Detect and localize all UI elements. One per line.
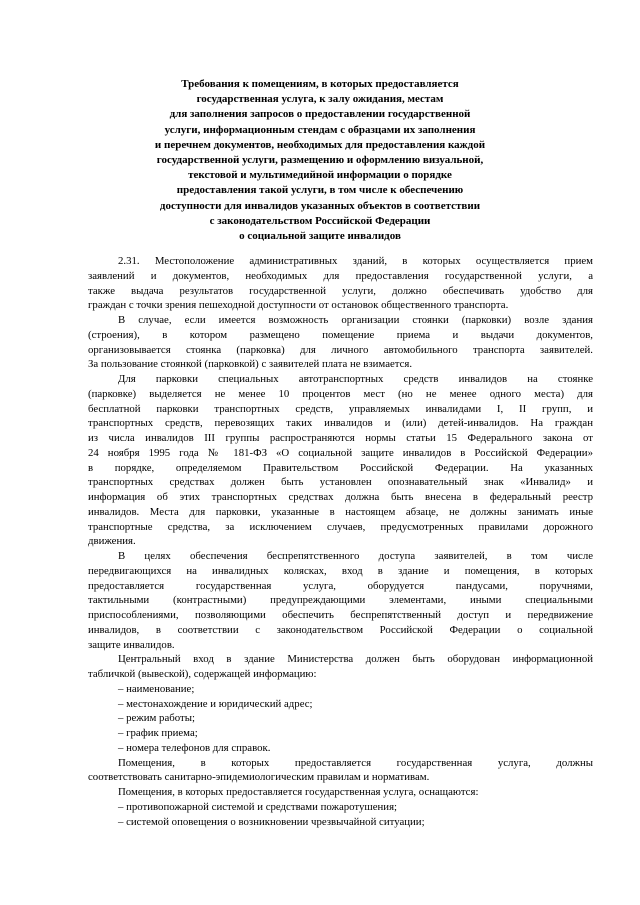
body-line: в порядке, определяемом Правительством Российской Федерации. На указанных (88, 461, 593, 474)
heading-line: Требования к помещениям, в которых предоставляется (181, 78, 459, 90)
body-line: В случае, если имеется возможность организации стоянки (парковки) возле здания (118, 314, 593, 326)
body-line: движения. (88, 535, 136, 548)
list-item: – номера телефонов для справок. (118, 741, 271, 754)
body-line: В целях обеспечения беспрепятственного доступа заявителей, в том числе (118, 550, 593, 562)
list-item: – местонахождение и юридический адрес; (118, 697, 313, 710)
list-item: – противопожарной системой и средствами пожаротушения; (118, 800, 398, 813)
body-line: из числа инвалидов III группы распространяются нормы статьи 15 Федерального закона от (88, 432, 593, 444)
list-item: – наименование; (118, 682, 195, 695)
heading-line: доступности для инвалидов указанных объектов в соответствии (159, 199, 481, 212)
body-line: Для парковки специальных автотранспортных средств инвалидов на стоянке (118, 373, 593, 385)
list-item: – режим работы; (118, 712, 195, 725)
body-line: заявлений и документов, необходимых для предоставления государственной услуги, а (88, 269, 593, 282)
heading-line: государственная услуга, к залу ожидания, местам (196, 93, 444, 106)
heading-line: о социальной защите инвалидов (239, 230, 401, 243)
body-line: Помещения, в которых предоставляется государственная услуга, оснащаются: (118, 786, 479, 798)
body-text (88, 254, 593, 829)
body-line: информация об этих транспортных средствах должна быть внесена в федеральный реестр (88, 491, 593, 503)
body-line: За пользование стоянкой (парковкой) с заявителей плата не взимается. (88, 358, 413, 371)
heading-line: услуги, информационным стендам с образцами их заполнения (164, 123, 476, 136)
body-line: бесплатной парковки транспортных средств, управляемых инвалидами I, II групп, и (88, 402, 593, 415)
body-line: организовывается стоянка (парковка) для личного автомобильного транспорта заявителей. (88, 343, 593, 356)
heading-line: для заполнения запросов о предоставлении государственной (169, 108, 471, 121)
body-line: защите инвалидов. (88, 638, 175, 651)
list-item: – график приема; (118, 727, 198, 739)
body-line: инвалидов. Места для парковки, указанные в настоящем абзаце, не должны занимать иные (88, 505, 593, 518)
heading-line: с законодательством Российской Федерации (209, 214, 431, 227)
heading-line: текстовой и мультимедийной информации о порядке (188, 169, 452, 182)
body-line: приспособлениями, позволяющими обеспечить беспрепятственный доступ и передвижение (88, 609, 593, 621)
body-line: транспортных средствах должен быть установлен опознавательный знак «Инвалид» и (88, 476, 593, 489)
body-line: также выдача результатов государственной услуги, должно обеспечивать удобство для (88, 284, 593, 297)
body-line: инвалидов, в соответствии с законодательством Российской Федерации о социальной (88, 623, 593, 636)
heading-line: предоставления такой услуги, в том числе к обеспечению (176, 184, 464, 197)
body-line: транспортные средства, за исключением случаев, предусмотренных правилами дорожного (88, 520, 593, 533)
body-line: (строения), в котором размещено помещение приема и выдачи документов, (88, 328, 593, 341)
body-line: табличкой (вывеской), содержащей информацию: (88, 668, 317, 680)
body-line: соответствовать санитарно-эпидемиологическим правилам и нормативам. (88, 771, 430, 784)
body-line: граждан с точки зрения пешеходной доступности от остановок общественного транспорта. (88, 299, 509, 312)
heading-line: и перечнем документов, необходимых для предоставления каждой (154, 138, 486, 151)
body-line: (парковке) выделяется не менее 10 процентов мест (но не менее одного места) для (88, 387, 593, 400)
list-item: – системой оповещения о возникновении чрезвычайной ситуации; (118, 815, 425, 828)
body-line: передвигающихся на инвалидных колясках, вход в здание и помещения, в которых (88, 564, 593, 577)
body-line: Помещения, в которых предоставляется государственная услуга, должны (118, 756, 593, 769)
heading-line: государственной услуги, размещению и оформлению визуальной, (156, 154, 484, 167)
body-line: 2.31. Местоположение административных зданий, в которых осуществляется прием (118, 255, 593, 267)
body-line: предоставляется государственная услуга, оборудуется пандусами, поручнями, (88, 579, 593, 592)
body-line: тактильными (контрастными) предупреждающими элементами, иными специальными (88, 594, 593, 607)
body-line: 24 ноября 1995 года № 181-ФЗ «О социальной защите инвалидов в Российской Федерации» (88, 446, 593, 459)
body-line: транспортных средств, перевозящих таких инвалидов и (или) детей-инвалидов. На граждан (88, 417, 593, 430)
section-heading (60, 77, 580, 244)
body-line: Центральный вход в здание Министерства должен быть оборудован информационной (118, 653, 593, 666)
